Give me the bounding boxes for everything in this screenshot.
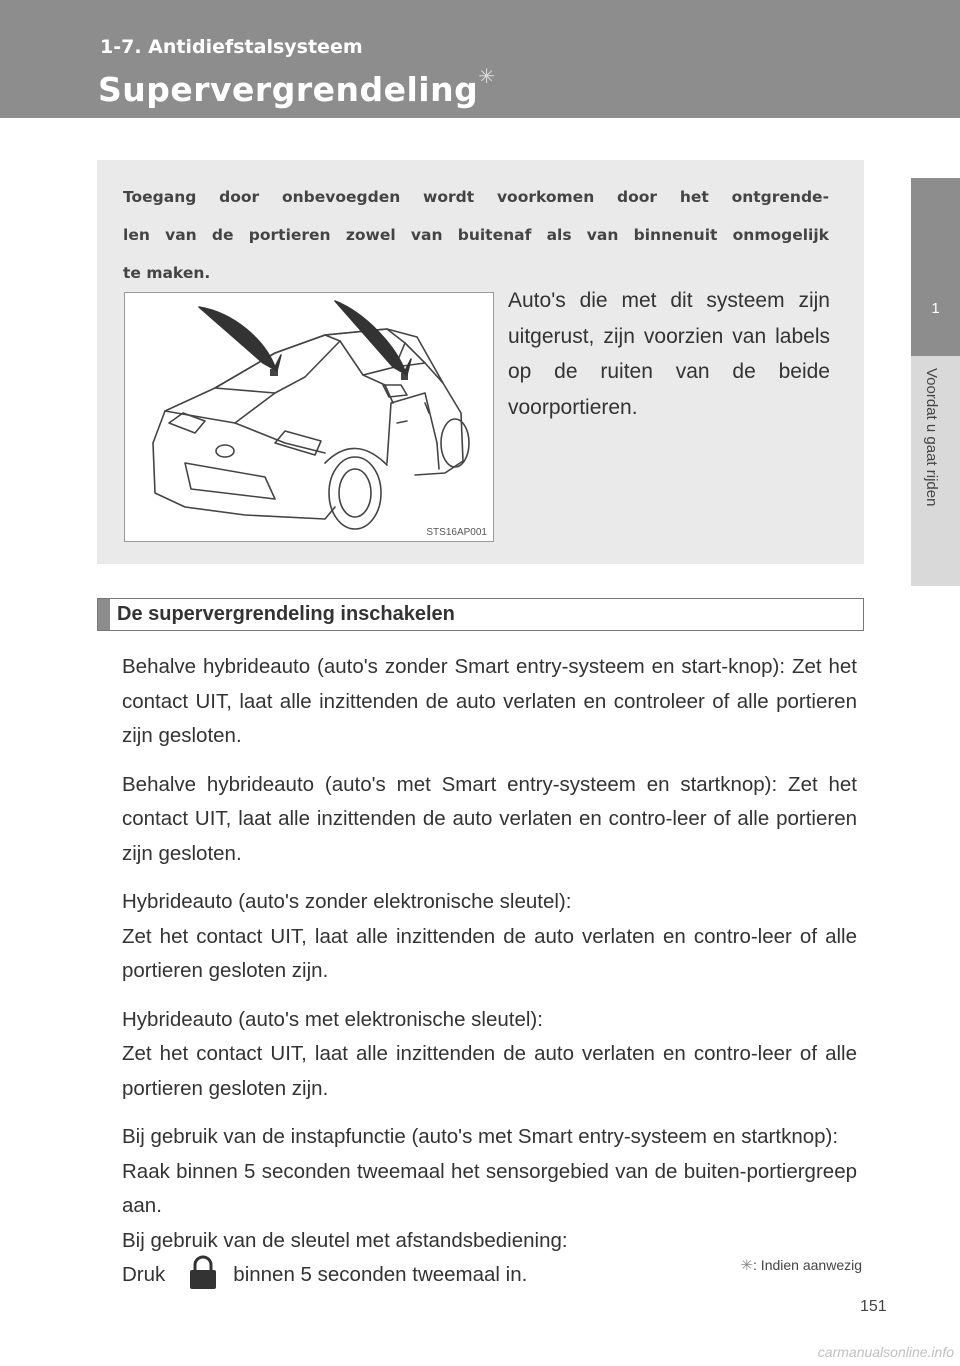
intro-line-1: Toegang door onbevoegden wordt voorkomen door het ontgrende-: [123, 188, 829, 206]
paragraph-6-pre: Druk: [122, 1263, 166, 1286]
side-tab-number: 1: [931, 300, 940, 317]
lock-icon: [183, 1255, 223, 1289]
paragraph-4-head: Hybrideauto (auto's met elektronische sleutel):: [122, 1007, 543, 1031]
section-heading-text: De supervergrendeling inschakelen: [117, 603, 455, 625]
footnote-asterisk: ✳: [740, 1257, 754, 1274]
page-number: 151: [860, 1298, 887, 1315]
paragraph-5: [122, 1120, 857, 1224]
footnote-text: : Indien aanwezig: [753, 1257, 862, 1273]
paragraph-1: Behalve hybrideauto (auto's zonder Smart entry-systeem en start-knop): Zet het contact UIT, laat alle inzittenden de auto verlaten en controleer of alle portieren zijn gesloten.: [122, 655, 857, 747]
side-tab-text: Voordat u gaat rijden: [923, 368, 940, 507]
paragraph-6-head: Bij gebruik van de sleutel met afstandsbediening:: [122, 1228, 568, 1252]
paragraph-4-body: Zet het contact UIT, laat alle inzittenden de auto verlaten en contro-leer of alle portieren gesloten zijn.: [122, 1042, 857, 1100]
car-illustration: [124, 292, 494, 542]
figure-caption: Auto's die met dit systeem zijn uitgerust, zijn voorzien van labels op de ruiten van de beide voorportieren.: [508, 289, 830, 419]
car-icon: [125, 293, 493, 541]
paragraph-2: Behalve hybrideauto (auto's met Smart entry-systeem en startknop): Zet het contact UIT, laat alle inzittenden de auto verlaten en contro-leer of alle portieren zijn gesloten.: [122, 772, 857, 865]
paragraph-3-head: Hybrideauto (auto's zonder elektronische sleutel):: [122, 890, 572, 913]
watermark: carmanualsonline.info: [817, 1344, 954, 1360]
intro-line-3: te maken.: [123, 264, 211, 282]
body-text: [122, 650, 857, 1293]
side-tab-chapter: [911, 178, 960, 356]
figure-code: STS16AP001: [426, 527, 487, 538]
intro-text: [123, 178, 829, 292]
section-label: 1-7. Antidiefstalsysteem: [100, 36, 363, 58]
section-heading-bar: [98, 599, 110, 630]
paragraph-6-post: binnen 5 seconden tweemaal in.: [233, 1263, 528, 1286]
page-title-text: Supervergrendeling: [98, 70, 479, 109]
page-title: [98, 64, 496, 109]
paragraph-5-body: Raak binnen 5 seconden tweemaal het sensorgebied van de buiten-portiergreep aan.: [122, 1159, 857, 1217]
title-asterisk: ✳: [478, 64, 496, 88]
paragraph-3: [122, 885, 857, 989]
paragraph-5-head: Bij gebruik van de instapfunctie (auto's met Smart entry-systeem en startknop):: [122, 1125, 839, 1148]
paragraph-3-body: Zet het contact UIT, laat alle inzittenden de auto verlaten en contro-leer of alle portieren gesloten zijn.: [122, 924, 857, 982]
intro-line-2: len van de portieren zowel van buitenaf als van binnenuit onmogelijk: [123, 226, 829, 244]
footnote: [740, 1256, 862, 1274]
chapter-header: [0, 0, 960, 118]
section-heading: [97, 598, 864, 631]
paragraph-4: [122, 1003, 857, 1107]
